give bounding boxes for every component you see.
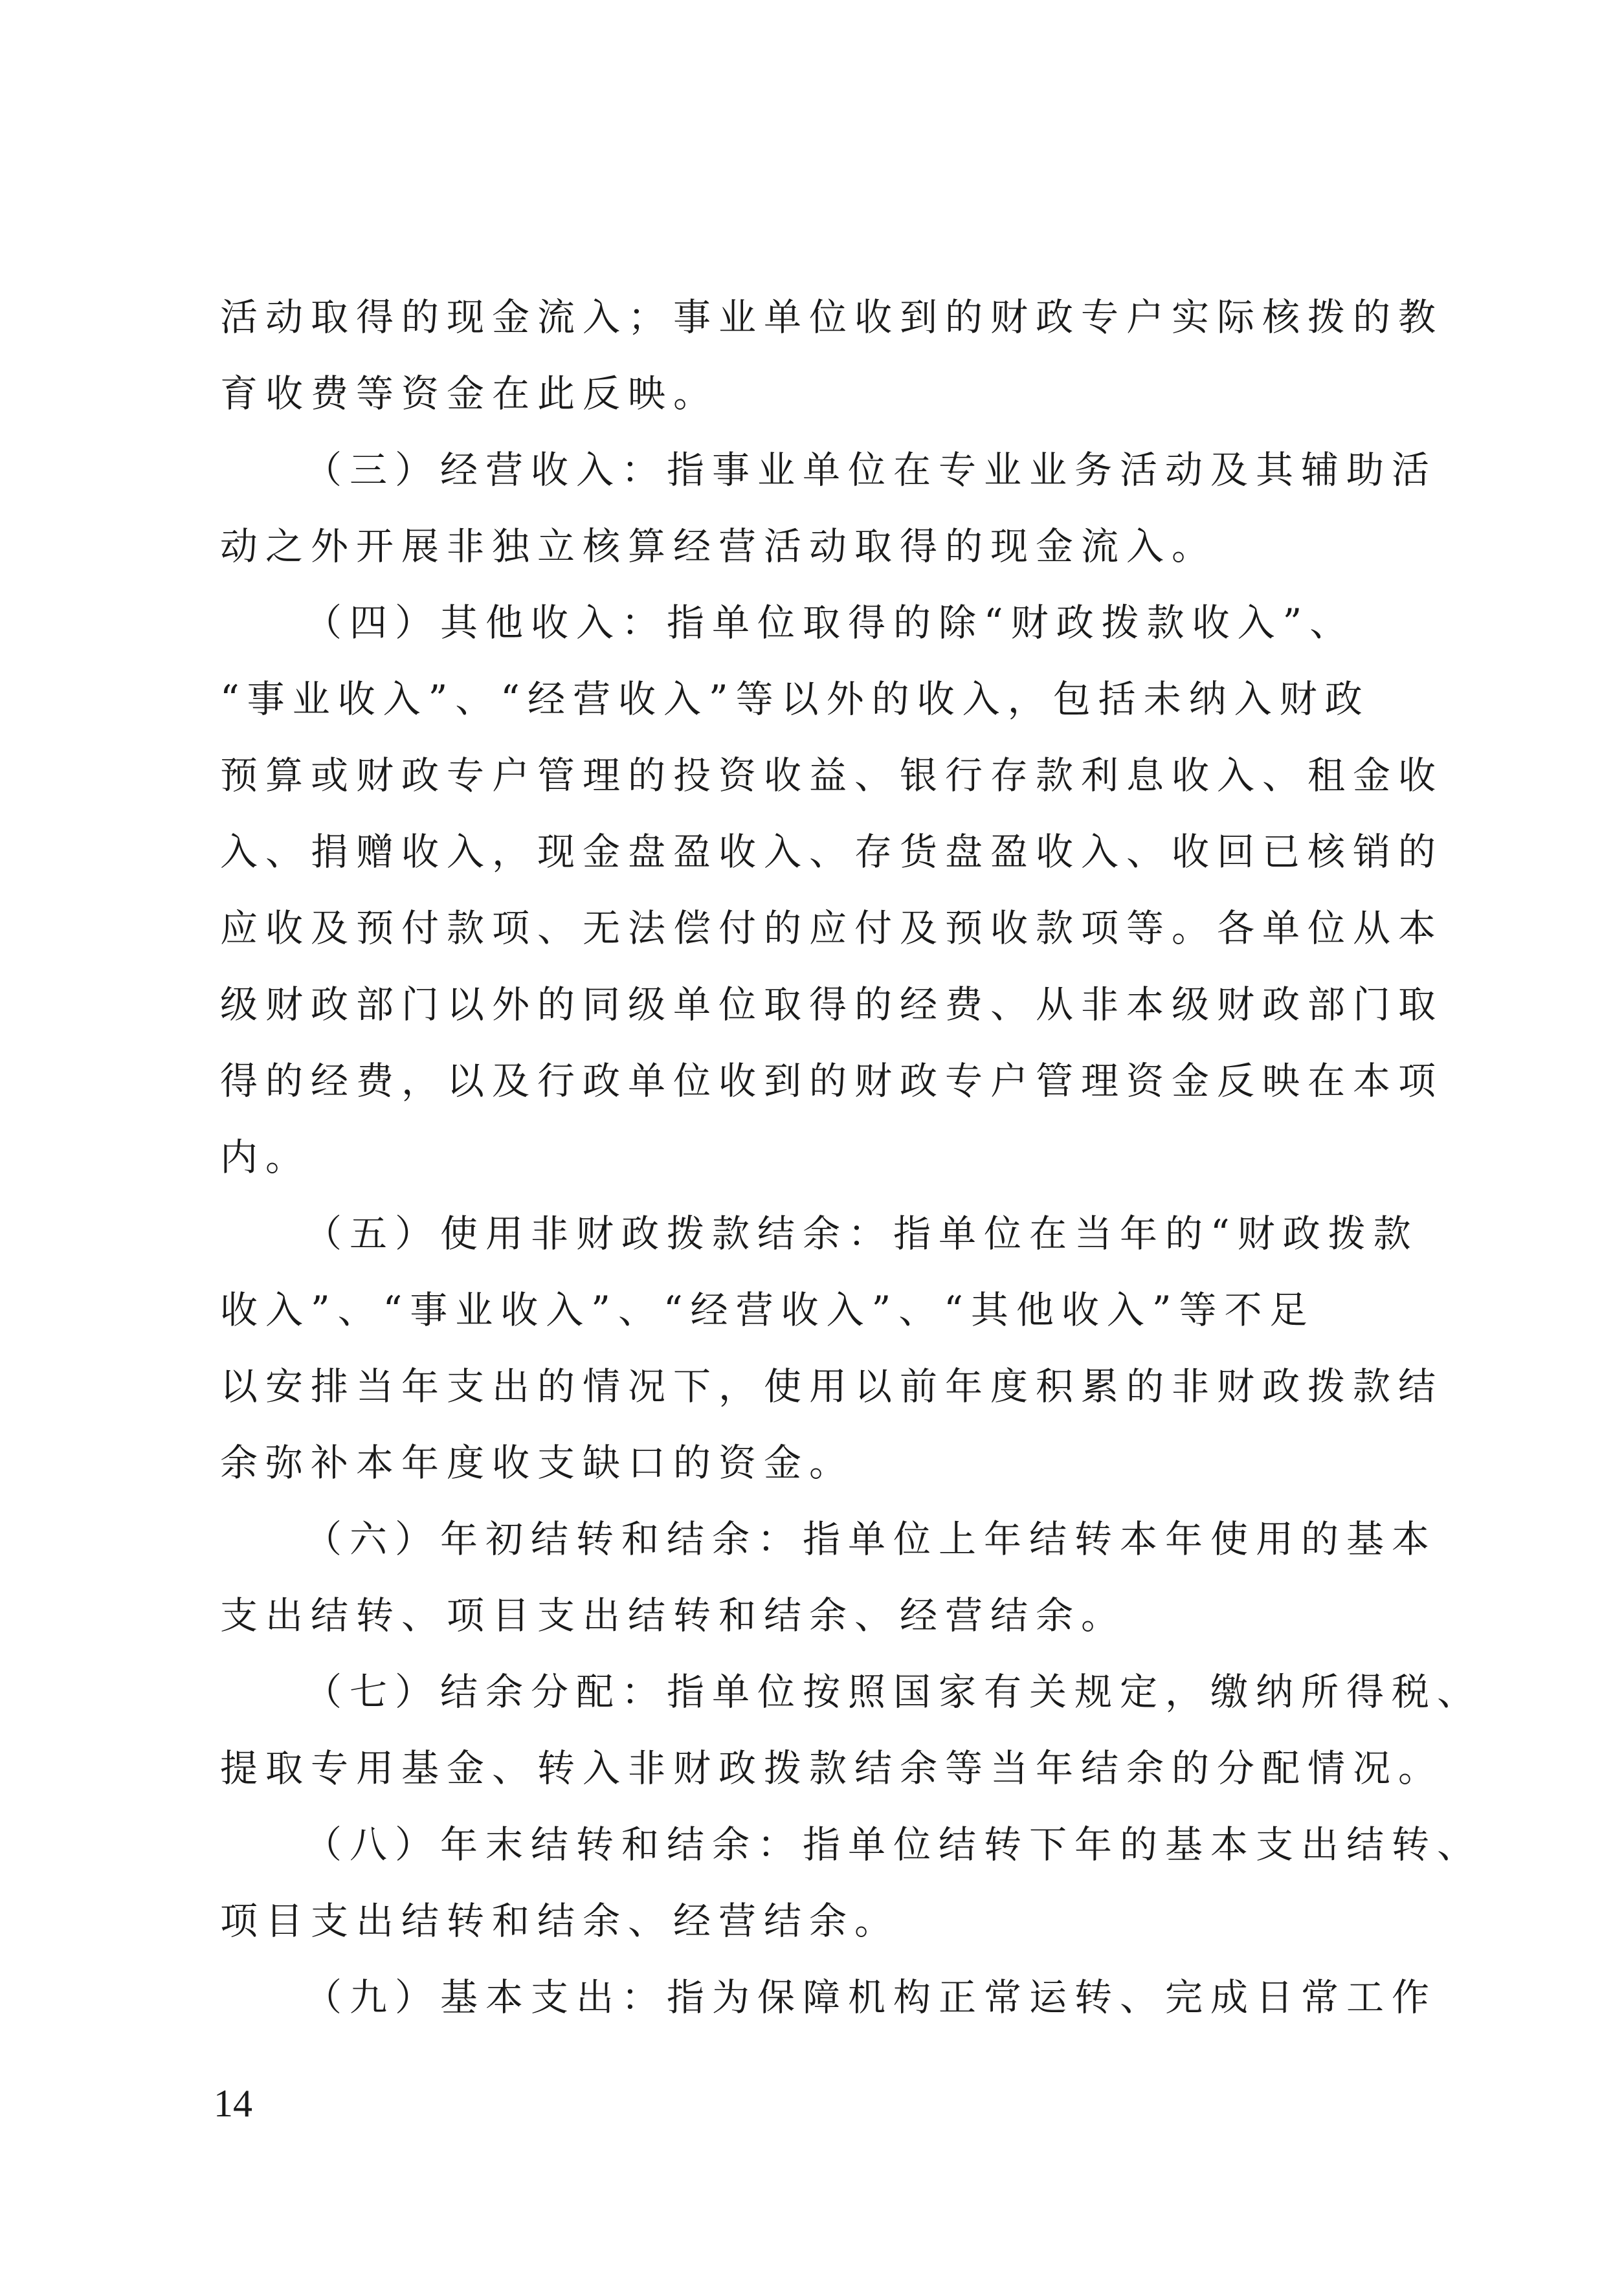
- text-line: 预算或财政专户管理的投资收益、银行存款利息收入、租金收: [220, 753, 1444, 797]
- paragraph-start-line: （四）其他收入：指单位取得的除“财政拨款收入”、: [304, 601, 1355, 645]
- paragraph-start-line: （五）使用非财政拨款结余：指单位在当年的“财政拨款: [304, 1212, 1419, 1256]
- text-line: 入、捐赠收入，现金盘盈收入、存货盘盈收入、收回已核销的: [220, 830, 1444, 874]
- paragraph-start-line: （七）结余分配：指单位按照国家有关规定，缴纳所得税、: [304, 1670, 1483, 1714]
- text-line: 以安排当年支出的情况下，使用以前年度积累的非财政拨款结: [220, 1364, 1444, 1408]
- text-line: 项目支出结转和结余、经营结余。: [220, 1899, 900, 1943]
- paragraph-start-line: （九）基本支出：指为保障机构正常运转、完成日常工作: [304, 1975, 1438, 2019]
- text-line: 内。: [220, 1135, 311, 1179]
- paragraph-start-line: （三）经营收入：指事业单位在专业业务活动及其辅助活: [304, 448, 1438, 492]
- text-line: 育收费等资金在此反映。: [220, 371, 719, 416]
- text-line: 提取专用基金、转入非财政拨款结余等当年结余的分配情况。: [220, 1746, 1444, 1790]
- page-number: 14: [214, 2082, 252, 2125]
- text-line: 动之外开展非独立核算经营活动取得的现金流入。: [220, 524, 1218, 568]
- paragraph-start-line: （六）年初结转和结余：指单位上年结转本年使用的基本: [304, 1517, 1438, 1561]
- text-line: 应收及预付款项、无法偿付的应付及预收款项等。各单位从本: [220, 906, 1444, 950]
- text-line: 收入”、“事业收入”、“经营收入”、“其他收入”等不足: [220, 1288, 1315, 1332]
- text-line: 支出结转、项目支出结转和结余、经营结余。: [220, 1593, 1127, 1637]
- text-line: 得的经费，以及行政单位收到的财政专户管理资金反映在本项: [220, 1059, 1444, 1103]
- paragraph-start-line: （八）年末结转和结余：指单位结转下年的基本支出结转、: [304, 1823, 1483, 1867]
- text-line: 余弥补本年度收支缺口的资金。: [220, 1441, 855, 1485]
- text-line: “事业收入”、“经营收入”等以外的收入，包括未纳入财政: [220, 677, 1370, 721]
- text-line: 活动取得的现金流入；事业单位收到的财政专户实际核拨的教: [220, 295, 1444, 339]
- text-line: 级财政部门以外的同级单位取得的经费、从非本级财政部门取: [220, 982, 1444, 1026]
